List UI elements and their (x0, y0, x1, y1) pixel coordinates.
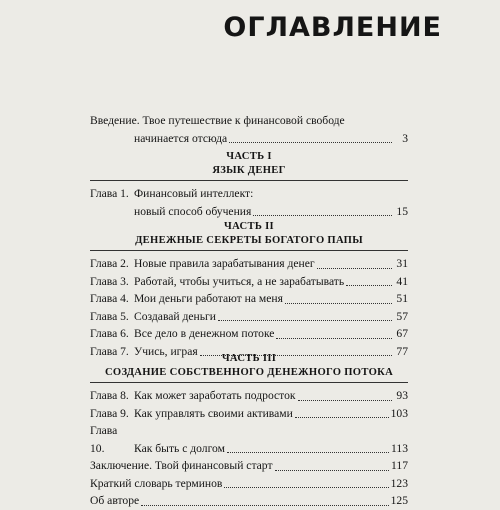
leader-dots (253, 215, 392, 216)
chapter-number: Глава 3. (90, 274, 129, 288)
chapter-title: Работай, чтобы учиться, а не зарабатывать (134, 274, 345, 288)
page-number: 125 (390, 494, 408, 507)
toc-part-2 (90, 220, 408, 360)
part-heading: ЧАСТЬ I (226, 151, 272, 162)
chapter-number: Глава 7. (90, 344, 129, 358)
leader-dots (298, 400, 392, 401)
leader-dots (346, 285, 392, 286)
toc-part-1 (90, 150, 408, 220)
page-number: 93 (396, 389, 408, 402)
page-number: 3 (402, 131, 408, 145)
intro-line2: начинается отсюда (134, 131, 228, 145)
page-number: 31 (396, 257, 408, 270)
part-title: ЯЗЫК ДЕНЕГ (90, 164, 408, 181)
page-number: 117 (391, 459, 408, 472)
chapter-title: Как управлять своими активами (134, 406, 293, 420)
chapter-number: Глава 4. (90, 292, 129, 305)
page-number: 103 (390, 406, 408, 420)
toc-entry-about-author (90, 492, 408, 510)
page-number: 123 (390, 476, 408, 490)
leader-dots (276, 338, 392, 339)
leader-dots (227, 452, 389, 453)
page-number: 41 (396, 274, 408, 288)
part-title: СОЗДАНИЕ СОБСТВЕННОГО ДЕНЕЖНОГО ПОТОКА (90, 366, 408, 383)
chapter-title: Учись, играя (134, 344, 198, 358)
chapter-title-line2: новый способ обучения (134, 204, 252, 218)
chapter-title: Мои деньги работают на меня (134, 292, 283, 305)
chapter-title: Все дело в денежном потоке (134, 327, 275, 340)
page-number: 57 (396, 309, 408, 323)
toc-entry-chapter-2 (90, 255, 408, 273)
toc-entry-chapter-5 (90, 308, 408, 326)
toc-entry-intro (90, 112, 408, 147)
chapter-number: Глава 10. (90, 424, 118, 455)
leader-dots (295, 417, 389, 418)
part-heading: ЧАСТЬ III (221, 353, 277, 364)
chapter-number: Глава 6. (90, 327, 129, 340)
leader-dots (275, 470, 390, 471)
leader-dots (229, 142, 392, 143)
part-heading: ЧАСТЬ II (224, 221, 274, 232)
toc-entry-chapter-10 (90, 422, 408, 457)
entry-title: Заключение. Твой финансовый старт (90, 459, 273, 472)
chapter-title: Как может заработать подросток (134, 389, 296, 402)
page-number: 77 (396, 344, 408, 358)
leader-dots (285, 303, 392, 304)
chapter-title: Новые правила зарабатывания денег (134, 257, 315, 270)
chapter-title: Создавай деньги (134, 309, 217, 323)
page-title: ОГЛАВЛЕНИЕ (223, 12, 442, 43)
entry-title: Краткий словарь терминов (90, 476, 223, 490)
intro-line1: Введение. Твое путешествие к финансовой свободе (90, 114, 345, 127)
leader-dots (224, 487, 388, 488)
page-number: 51 (396, 292, 408, 305)
page-number: 113 (391, 441, 408, 455)
toc-part-3 (90, 352, 408, 510)
chapter-title-line1: Финансовый интеллект: (134, 187, 254, 200)
chapter-number: Глава 8. (90, 389, 129, 402)
toc-entry-chapter-1 (90, 185, 408, 220)
toc-entry-chapter-4 (90, 290, 408, 308)
page-number: 67 (396, 327, 408, 340)
leader-dots (218, 320, 392, 321)
chapter-number: Глава 1. (90, 187, 129, 200)
entry-title: Об авторе (90, 494, 140, 507)
toc-entry-glossary (90, 475, 408, 493)
chapter-number: Глава 2. (90, 257, 129, 270)
chapter-number: Глава 5. (90, 309, 129, 323)
part-title: ДЕНЕЖНЫЕ СЕКРЕТЫ БОГАТОГО ПАПЫ (90, 234, 408, 251)
toc-entry-chapter-8 (90, 387, 408, 405)
page-number: 15 (396, 204, 408, 218)
leader-dots (317, 268, 392, 269)
leader-dots (141, 505, 388, 506)
toc-entry-chapter-6 (90, 325, 408, 343)
toc-entry-chapter-9 (90, 405, 408, 423)
toc-intro (90, 112, 408, 147)
toc-entry-chapter-3 (90, 273, 408, 291)
toc-entry-conclusion (90, 457, 408, 475)
chapter-number: Глава 9. (90, 406, 129, 420)
chapter-title: Как быть с долгом (134, 441, 225, 455)
